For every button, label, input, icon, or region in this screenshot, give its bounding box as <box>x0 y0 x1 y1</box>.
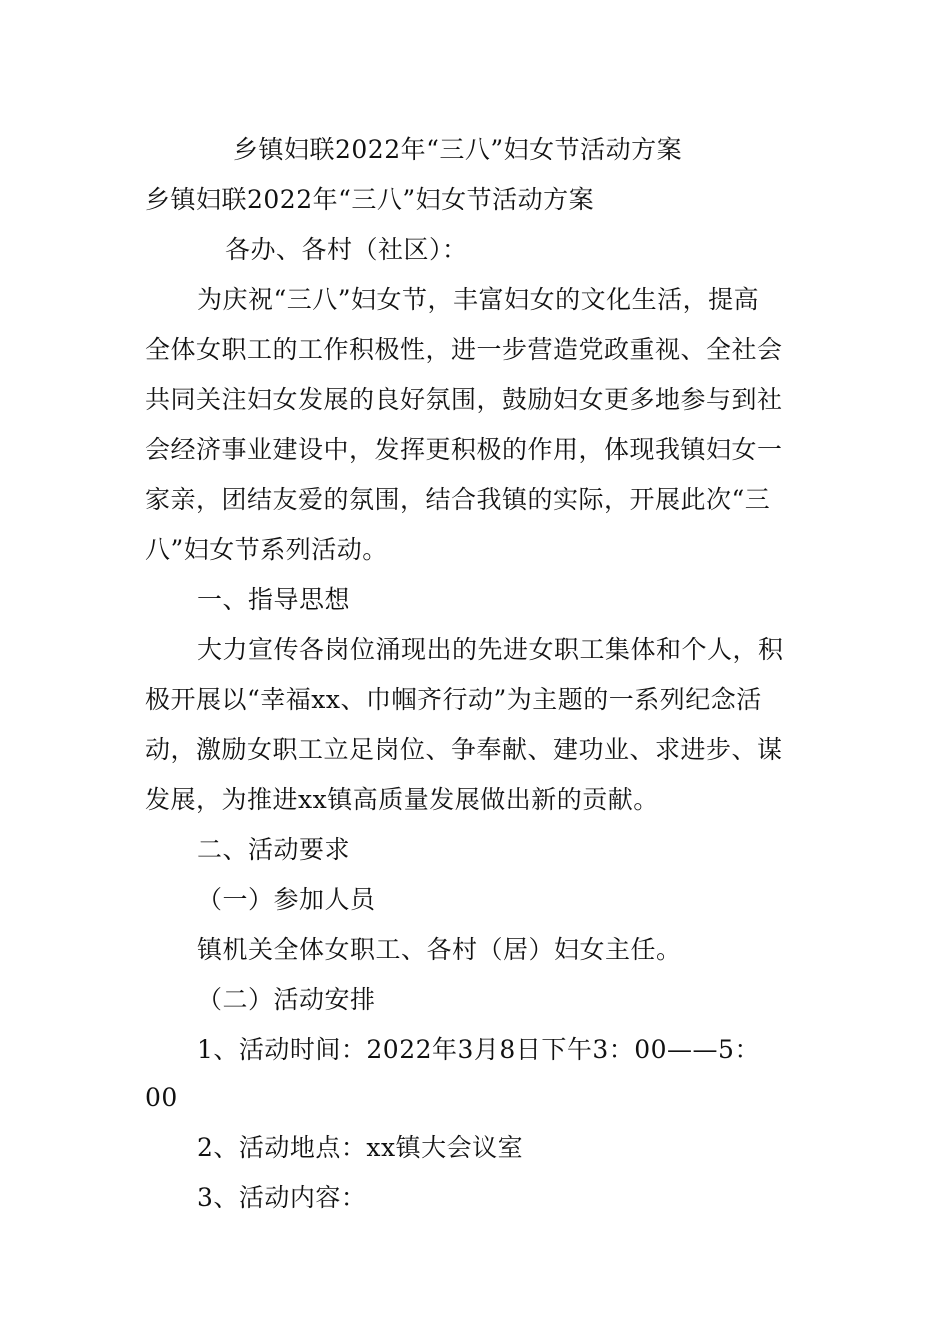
section-1-line: 极开展以“幸福xx、巾帼齐行动”为主题的一系列纪念活 <box>145 685 762 714</box>
intro-line: 为庆祝“三八”妇女节，丰富妇女的文化生活，提高 <box>197 285 760 314</box>
section-1-line: 动，激励女职工立足岗位、争奉献、建功业、求进步、谋 <box>145 735 783 764</box>
section-1-line: 发展，为推进xx镇高质量发展做出新的贡献。 <box>145 785 659 814</box>
intro-line: 会经济事业建设中，发挥更积极的作用，体现我镇妇女一 <box>145 435 783 464</box>
activity-content: 3、活动内容： <box>197 1183 367 1212</box>
section-2-title: 二、活动要求 <box>197 835 351 864</box>
activity-location: 2、活动地点：xx镇大会议室 <box>197 1133 524 1162</box>
salutation: 各办、各村（社区）： <box>225 235 468 264</box>
section-1-title: 一、指导思想 <box>197 585 351 614</box>
intro-line: 家亲，团结友爱的氛围，结合我镇的实际，开展此次“三 <box>145 485 771 514</box>
intro-line: 共同关注妇女发展的良好氛围，鼓励妇女更多地参与到社 <box>145 385 783 414</box>
subsection-1-title: （一）参加人员 <box>197 885 376 914</box>
intro-line: 全体女职工的工作积极性，进一步营造党政重视、全社会 <box>145 335 783 364</box>
activity-time: 1、活动时间：2022年3月8日下午3：00——5： <box>197 1035 760 1064</box>
subsection-2-title: （二）活动安排 <box>197 985 376 1014</box>
document-heading: 乡镇妇联2022年“三八”妇女节活动方案 <box>233 135 683 164</box>
section-1-line: 大力宣传各岗位涌现出的先进女职工集体和个人，积 <box>197 635 784 664</box>
activity-time-continued: 00 <box>145 1083 178 1112</box>
subsection-1-text: 镇机关全体女职工、各村（居）妇女主任。 <box>197 935 682 964</box>
document-subtitle: 乡镇妇联2022年“三八”妇女节活动方案 <box>145 185 595 214</box>
intro-line: 八”妇女节系列活动。 <box>145 535 388 564</box>
